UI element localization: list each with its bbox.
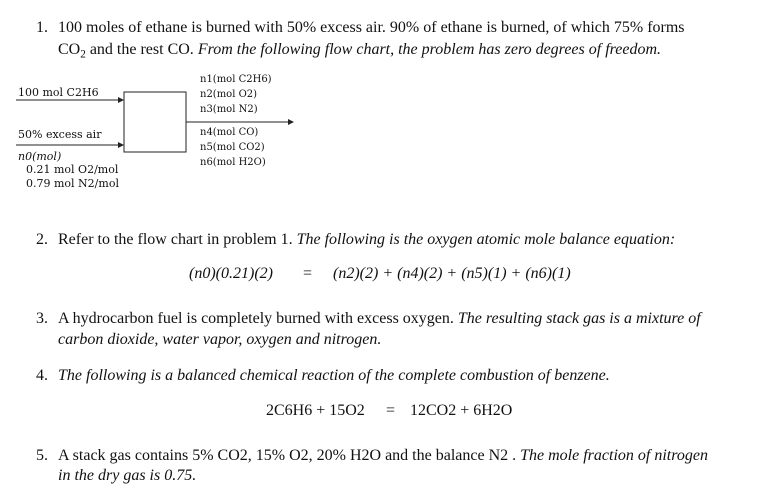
problem-2-equals: = bbox=[303, 265, 313, 282]
problem-5-line2-row bbox=[58, 466, 196, 486]
problem-1-co2: CO bbox=[58, 41, 81, 58]
problem-4 bbox=[36, 366, 610, 386]
problem-2-number: 2. bbox=[36, 231, 48, 248]
problem-5-number: 5. bbox=[36, 447, 48, 464]
output-label-n3: n3(mol N2) bbox=[200, 104, 258, 115]
problem-2-equation-lhs: (n0)(0.21)(2) bbox=[189, 265, 273, 282]
problem-5-text: A stack gas contains 5% CO2, 15% O2, 20% H2O and the balance N2 . bbox=[58, 447, 521, 464]
problem-3-italic-2: carbon dioxide, water vapor, oxygen and nitrogen. bbox=[58, 331, 382, 348]
problem-2-equation-rhs: (n2)(2) + (n4)(2) + (n5)(1) + (n6)(1) bbox=[333, 265, 571, 282]
problem-4-italic: The following is a balanced chemical reaction of the complete combustion of benzene. bbox=[58, 367, 610, 384]
output-label-n1: n1(mol C2H6) bbox=[200, 74, 272, 85]
problem-5 bbox=[36, 446, 708, 466]
feed1-label: 100 mol C2H6 bbox=[18, 86, 99, 99]
problem-4-equation-lhs: 2C6H6 + 15O2 bbox=[266, 402, 365, 419]
output-label-n2: n2(mol O2) bbox=[200, 89, 258, 100]
feed2-label-line3: 0.21 mol O2/mol bbox=[26, 163, 119, 176]
feed2-label-line2: n0(mol) bbox=[18, 150, 62, 163]
problem-4-number: 4. bbox=[36, 367, 48, 384]
problem-1-line2-italic: From the following flow chart, the problem has zero degrees of freedom. bbox=[197, 41, 662, 58]
problem-3-line2-row bbox=[58, 330, 381, 350]
output-label-n6: n6(mol H2O) bbox=[200, 157, 266, 168]
feed2-label-line4: 0.79 mol N2/mol bbox=[26, 177, 119, 190]
problem-3-number: 3. bbox=[36, 310, 48, 327]
problem-4-equals: = bbox=[386, 402, 396, 419]
feed2-arrowhead bbox=[118, 142, 124, 148]
feed2-label-line1: 50% excess air bbox=[18, 128, 102, 141]
problem-1-co2-sub: 2 bbox=[80, 48, 86, 61]
problem-5-italic-1: The mole fraction of nitrogen bbox=[520, 447, 708, 464]
problem-1-line2-normal: and the rest CO. bbox=[85, 41, 198, 58]
output-label-n4: n4(mol CO) bbox=[200, 127, 259, 138]
feed1-arrowhead bbox=[118, 97, 124, 103]
problem-2-text: Refer to the flow chart in problem 1. bbox=[58, 231, 297, 248]
problem-2 bbox=[36, 230, 675, 250]
problem-4-equation-rhs: 12CO2 + 6H2O bbox=[410, 402, 513, 419]
problem-5-italic-2: in the dry gas is 0.75. bbox=[58, 467, 197, 484]
problem-3-text: A hydrocarbon fuel is completely burned with excess oxygen. bbox=[58, 310, 458, 327]
problem-1 bbox=[36, 18, 685, 38]
problem-1-line1: 100 moles of ethane is burned with 50% excess air. 90% of ethane is burned, of which 75% forms bbox=[58, 19, 685, 36]
problem-1-line2-row bbox=[58, 40, 661, 60]
problem-3 bbox=[36, 309, 701, 329]
problem-3-italic-1: The resulting stack gas is a mixture of bbox=[457, 310, 701, 327]
problem-2-italic: The following is the oxygen atomic mole balance equation: bbox=[296, 231, 676, 248]
output-label-n5: n5(mol CO2) bbox=[200, 142, 265, 153]
problem-1-number: 1. bbox=[36, 19, 48, 36]
product-arrowhead bbox=[288, 119, 294, 125]
process-unit-box bbox=[124, 92, 186, 152]
